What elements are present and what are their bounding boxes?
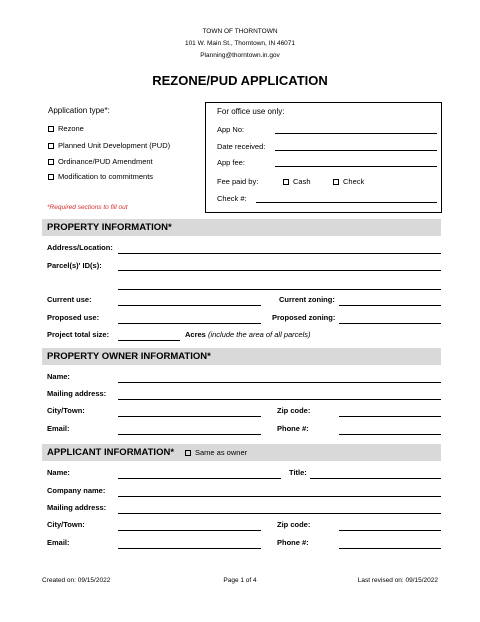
applicant-zip-field[interactable] — [339, 530, 441, 531]
applicant-city-label: City/Town: — [47, 520, 85, 529]
fee-paid-by-label: Fee paid by: — [217, 177, 259, 186]
acres-label: Acres — [185, 330, 206, 339]
checkbox-icon[interactable] — [333, 179, 339, 185]
app-fee-label: App fee: — [217, 158, 245, 167]
applicant-email-field[interactable] — [118, 548, 261, 549]
town-email: Planning@thorntown.in.gov — [200, 52, 280, 59]
option-amendment[interactable] — [48, 157, 153, 166]
checkbox-icon[interactable] — [48, 126, 54, 132]
footer-revised: Last revised on: 09/15/2022 — [357, 577, 438, 584]
applicant-email-label: Email: — [47, 538, 70, 547]
owner-heading: PROPERTY OWNER INFORMATION* — [47, 351, 211, 362]
check-label: Check — [343, 177, 365, 186]
required-note — [47, 204, 128, 211]
app-no-field[interactable] — [275, 133, 437, 134]
check-no-field[interactable] — [256, 202, 437, 203]
checkbox-icon[interactable] — [48, 159, 54, 165]
cash-label: Cash — [293, 177, 311, 186]
project-size-label: Project total size: — [47, 330, 110, 339]
option-modification[interactable] — [48, 172, 153, 181]
applicant-name-label: Name: — [47, 468, 70, 477]
option-label: Modification to commitments — [58, 172, 154, 181]
checkbox-icon[interactable] — [283, 179, 289, 185]
proposed-zoning-field[interactable] — [339, 323, 441, 324]
applicant-name-field[interactable] — [118, 478, 281, 479]
proposed-zoning-label: Proposed zoning: — [272, 313, 336, 322]
current-zoning-field[interactable] — [339, 305, 441, 306]
applicant-title-field[interactable] — [310, 478, 441, 479]
company-field[interactable] — [118, 496, 441, 497]
owner-zip-field[interactable] — [339, 416, 441, 417]
option-label: Ordinance/PUD Amendment — [58, 157, 153, 166]
acres-note: (include the area of all parcels) — [207, 330, 311, 339]
parcels-field[interactable] — [118, 270, 441, 271]
page-title: REZONE/PUD APPLICATION — [152, 73, 328, 88]
owner-phone-label: Phone #: — [277, 424, 309, 433]
app-fee-field[interactable] — [275, 166, 437, 167]
owner-city-label: City/Town: — [47, 406, 85, 415]
parcels-field-2[interactable] — [118, 289, 441, 290]
owner-email-field[interactable] — [118, 434, 261, 435]
address-field[interactable] — [118, 253, 441, 254]
applicant-phone-field[interactable] — [339, 548, 441, 549]
property-heading: PROPERTY INFORMATION* — [47, 222, 172, 233]
option-pud[interactable] — [48, 141, 170, 150]
town-address: 101 W. Main St., Thorntown, IN 46071 — [184, 40, 296, 47]
option-rezone[interactable] — [48, 124, 84, 133]
owner-city-field[interactable] — [118, 416, 261, 417]
app-no-label: App No: — [217, 125, 245, 134]
date-received-field[interactable] — [275, 150, 437, 151]
office-use-box — [205, 102, 442, 213]
owner-email-label: Email: — [47, 424, 70, 433]
option-cash[interactable] — [283, 177, 311, 186]
company-label: Company name: — [47, 486, 106, 495]
owner-name-label: Name: — [47, 372, 70, 381]
acres-text — [185, 330, 311, 339]
owner-section-header — [42, 348, 441, 365]
address-label: Address/Location: — [47, 243, 113, 252]
checkbox-icon[interactable] — [48, 143, 54, 149]
owner-mailing-field[interactable] — [118, 399, 441, 400]
same-as-owner-label: Same as owner — [195, 448, 248, 457]
owner-mailing-label: Mailing address: — [47, 389, 107, 398]
applicant-title-label: Title: — [289, 468, 307, 477]
required-mark: * — [47, 204, 50, 211]
application-type-heading: Application type*: — [48, 106, 110, 115]
project-size-field[interactable] — [118, 340, 180, 341]
owner-name-field[interactable] — [118, 382, 441, 383]
footer-page: Page 1 of 4 — [223, 577, 257, 584]
owner-zip-label: Zip code: — [277, 406, 311, 415]
required-note-text: Required sections to fill out — [49, 204, 128, 211]
current-zoning-label: Current zoning: — [279, 295, 335, 304]
applicant-city-field[interactable] — [118, 530, 261, 531]
current-use-field[interactable] — [118, 305, 261, 306]
option-check[interactable] — [333, 177, 364, 186]
applicant-section-header — [42, 444, 441, 461]
applicant-phone-label: Phone #: — [277, 538, 309, 547]
option-label: Planned Unit Development (PUD) — [58, 141, 171, 150]
applicant-mailing-field[interactable] — [118, 513, 441, 514]
checkbox-icon[interactable] — [185, 450, 191, 456]
proposed-use-field[interactable] — [118, 323, 261, 324]
town-name: TOWN OF THORNTOWN — [202, 28, 278, 35]
owner-phone-field[interactable] — [339, 434, 441, 435]
same-as-owner-option[interactable] — [185, 448, 247, 457]
applicant-heading: APPLICANT INFORMATION* — [47, 447, 175, 458]
current-use-label: Current use: — [47, 295, 92, 304]
applicant-mailing-label: Mailing address: — [47, 503, 107, 512]
option-label: Rezone — [58, 124, 84, 133]
date-received-label: Date received: — [217, 142, 266, 151]
office-heading: For office use only: — [217, 107, 285, 116]
check-no-label: Check #: — [217, 194, 247, 203]
checkbox-icon[interactable] — [48, 174, 54, 180]
footer-created: Created on: 09/15/2022 — [42, 577, 111, 584]
parcels-label: Parcel(s)' ID(s): — [47, 261, 102, 270]
applicant-zip-label: Zip code: — [277, 520, 311, 529]
proposed-use-label: Proposed use: — [47, 313, 100, 322]
property-section-header — [42, 219, 441, 236]
